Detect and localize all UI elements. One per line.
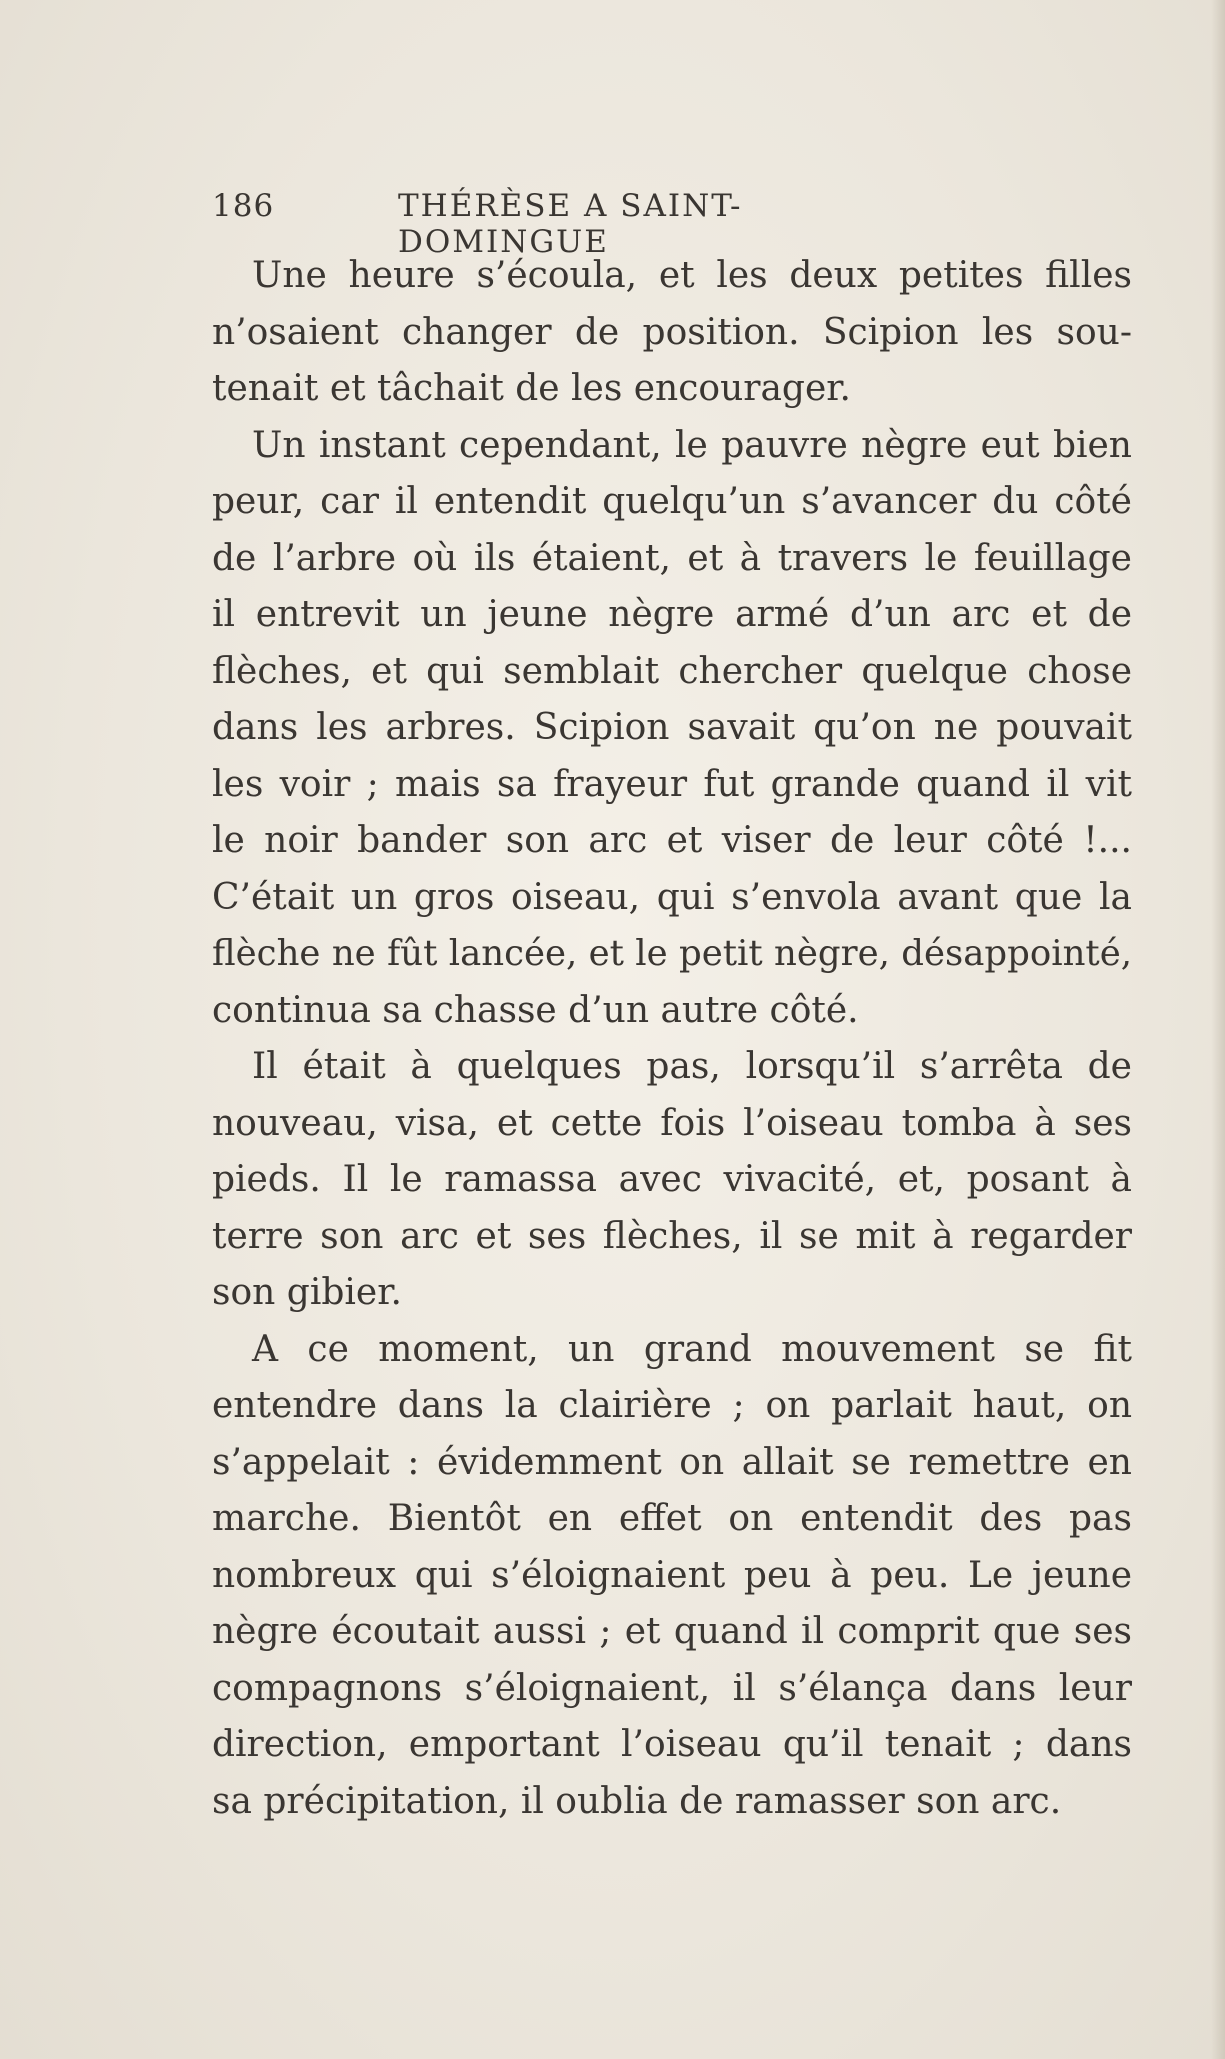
text-line: sa précipitation, il oublia de ramasser son arc. xyxy=(212,1780,1062,1822)
text-line: s’appelait : évidemment on allait se remettre en xyxy=(212,1441,1132,1483)
text-line: flèche ne fût lancée, et le petit nègre, désappointé, xyxy=(212,933,1132,974)
text-line: compagnons s’éloignaient, il s’élança dans leur xyxy=(212,1667,1132,1709)
page-edge-shadow xyxy=(1211,0,1225,2059)
running-title: THÉRÈSE A SAINT-DOMINGUE xyxy=(398,188,743,260)
text-line: nombreux qui s’éloignaient peu à peu. Le jeune xyxy=(212,1554,1132,1596)
text-line: le noir bander son arc et viser de leur côté !... xyxy=(212,820,1132,861)
text-line: Une heure s’écoula, et les deux petites filles xyxy=(252,255,1132,296)
text-line: pieds. Il le ramassa avec vivacité, et, posant à xyxy=(212,1159,1132,1200)
text-line: tenait et tâchait de les encourager. xyxy=(212,368,851,409)
page-number: 186 xyxy=(212,188,275,224)
body-text xyxy=(212,248,1132,1830)
text-line: continua sa chasse d’un autre côté. xyxy=(212,989,859,1031)
text-line: peur, car il entendit quelqu’un s’avancer du côté xyxy=(212,481,1132,522)
text-line: son gibier. xyxy=(212,1272,402,1313)
text-line: Il était à quelques pas, lorsqu’il s’arrêta de xyxy=(252,1046,1132,1087)
page-header xyxy=(212,188,952,260)
text-line: nouveau, visa, et cette fois l’oiseau tomba à ses xyxy=(212,1102,1132,1144)
text-line: flèches, et qui semblait chercher quelque chose xyxy=(212,650,1132,692)
text-line: dans les arbres. Scipion savait qu’on ne pouvait xyxy=(212,707,1132,748)
text-line: direction, emportant l’oiseau qu’il tenait ; dans xyxy=(212,1724,1132,1765)
text-line: de l’arbre où ils étaient, et à travers le feuillage xyxy=(212,537,1132,579)
text-line: Un instant cependant, le pauvre nègre eut bien xyxy=(252,424,1132,466)
text-line: n’osaient changer de position. Scipion les sou- xyxy=(212,311,1132,353)
text-line: marche. Bientôt en effet on entendit des pas xyxy=(212,1498,1132,1539)
text-line: les voir ; mais sa frayeur fut grande quand il vit xyxy=(212,763,1132,805)
text-line: il entrevit un jeune nègre armé d’un arc et de xyxy=(212,594,1132,635)
text-line: nègre écoutait aussi ; et quand il comprit que ses xyxy=(212,1611,1132,1652)
text-line: C’était un gros oiseau, qui s’envola avant que la xyxy=(212,876,1132,918)
text-line: terre son arc et ses flèches, il se mit à regarder xyxy=(212,1215,1132,1257)
text-line: entendre dans la clairière ; on parlait haut, on xyxy=(212,1385,1132,1426)
text-line: A ce moment, un grand mouvement se fit xyxy=(252,1328,1132,1370)
